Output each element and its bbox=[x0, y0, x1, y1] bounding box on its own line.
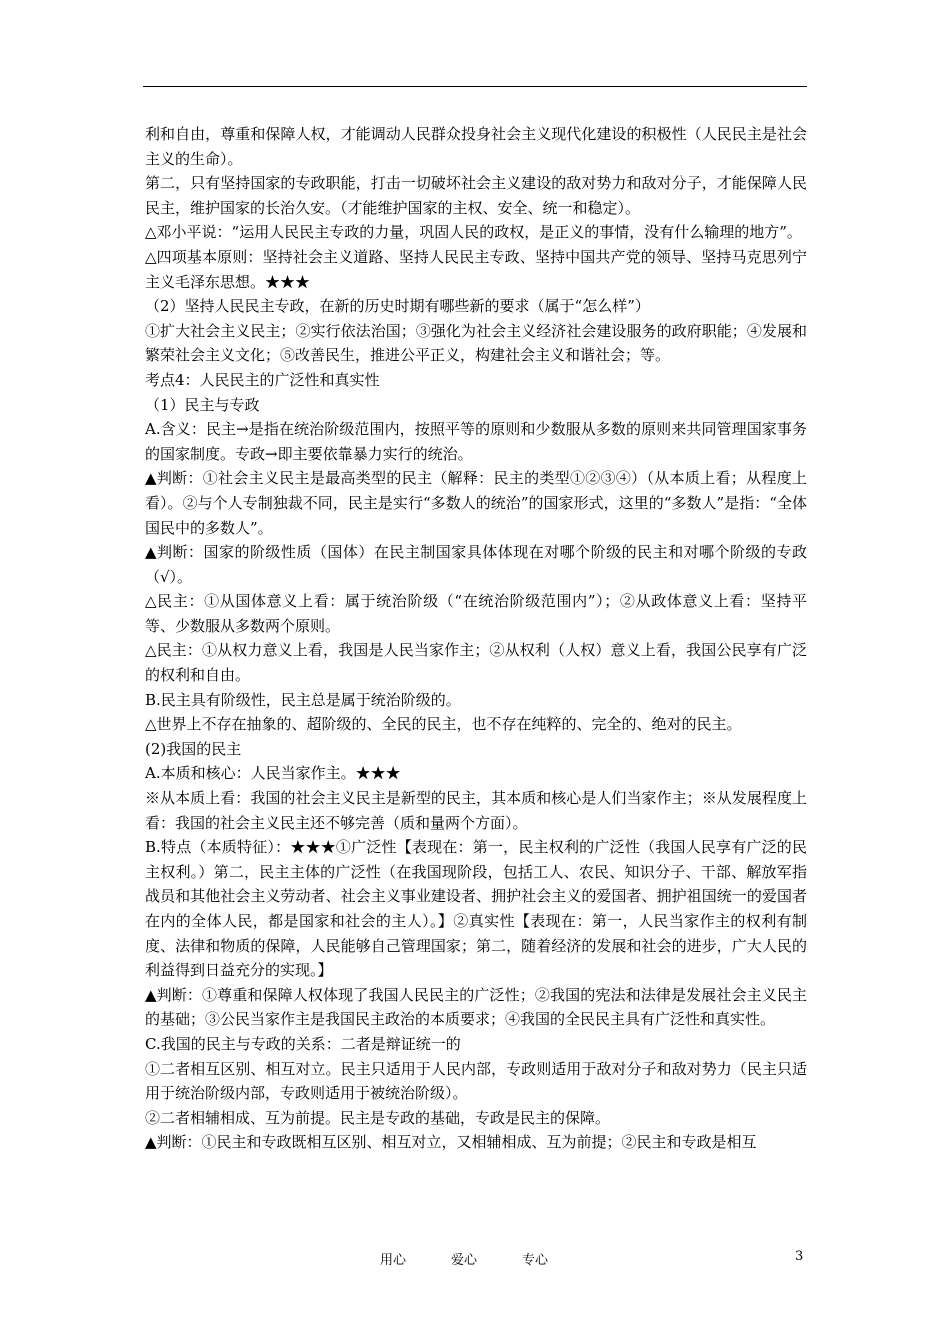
document-body bbox=[145, 122, 807, 1155]
paragraph: △四项基本原则：坚持社会主义道路、坚持人民民主专政、坚持中国共产党的领导、坚持马克思列宁主义毛泽东思想。★★★ bbox=[145, 247, 807, 291]
paragraph: （2）坚持人民民主专政，在新的历史时期有哪些新的要求（属于“怎么样”） bbox=[145, 297, 650, 316]
paragraph: B.特点（本质特征）：★★★①广泛性【表现在：第一，民主权利的广泛性（我国人民享有广泛的民主权利。）第二，民主主体的广泛性（在我国现阶段，包括工人、农民、知识分子、干部、解放军指战员和其他社会主义劳动者、社会主义事业建设者、拥护社会主义的爱国者、拥护祖国统一的爱国者在内的全体人民，都是国家和社会的主人）。】②真实性【表现在：第一，人民当家作主的权利有制度、法律和物质的保障，人民能够自己管理国家；第二，随着经济的发展和社会的进步，广大人民的利益得到日益充分的实现。】 bbox=[145, 838, 807, 980]
footer-motto bbox=[380, 1249, 580, 1268]
paragraph: 第二，只有坚持国家的专政职能，打击一切破坏社会主义建设的敌对势力和敌对分子，才能保障人民民主，维护国家的长治久安。（才能维护国家的主权、安全、统一和稳定）。 bbox=[145, 174, 807, 217]
paragraph: ▲判断：①民主和专政既相互区别、相互对立，又相辅相成、互为前提；②民主和专政是相互 bbox=[145, 1133, 757, 1152]
subsection-heading: （1）民主与专政 bbox=[145, 395, 260, 414]
paragraph: C.我国的民主与专政的关系：二者是辩证统一的 bbox=[145, 1034, 461, 1053]
paragraph: ※从本质上看：我国的社会主义民主是新型的民主，其本质和核心是人们当家作主；※从发展程度上看：我国的社会主义民主还不够完善（质和量两个方面）。 bbox=[145, 789, 807, 832]
paragraph: A.本质和核心：人民当家作主。★★★ bbox=[145, 764, 401, 783]
page-footer bbox=[0, 1249, 950, 1269]
paragraph: ▲判断：①尊重和保障人权体现了我国人民民主的广泛性；②我国的宪法和法律是发展社会主义民主的基础；③公民当家作主是我国民主政治的本质要求；④我国的全民民主具有广泛性和真实性。 bbox=[145, 985, 807, 1029]
paragraph: B.民主具有阶级性，民主总是属于统治阶级的。 bbox=[145, 690, 461, 709]
paragraph: ▲判断：①社会主义民主是最高类型的民主（解释：民主的类型①②③④）（从本质上看；从程度上看）。②与个人专制独裁不同，民主是实行“多数人的统治”的国家形式，这里的“多数人”是指：“全体国民中的多数人”。 bbox=[145, 469, 807, 537]
footer-motto-item: 用心 bbox=[380, 1253, 407, 1268]
paragraph: 利和自由，尊重和保障人权，才能调动人民群众投身社会主义现代化建设的积极性（人民民主是社会主义的生命）。 bbox=[145, 125, 807, 168]
paragraph: ▲判断：国家的阶级性质（国体）在民主制国家具体体现在对哪个阶级的民主和对哪个阶级的专政（√）。 bbox=[145, 543, 807, 586]
paragraph: ②二者相辅相成、互为前提。民主是专政的基础，专政是民主的保障。 bbox=[145, 1108, 611, 1127]
paragraph: △民主：①从国体意义上看：属于统治阶级（“在统治阶级范围内”）；②从政体意义上看：坚持平等、少数服从多数两个原则。 bbox=[145, 592, 807, 635]
paragraph: ①二者相互区别、相互对立。民主只适用于人民内部，专政则适用于敌对分子和敌对势力（民主只适用于统治阶级内部，专政则适用于被统治阶级）。 bbox=[145, 1059, 807, 1103]
paragraph: △邓小平说：“运用人民民主专政的力量，巩固人民的政权，是正义的事情，没有什么输理的地方”。 bbox=[145, 223, 802, 242]
footer-motto-item: 专心 bbox=[522, 1253, 549, 1268]
paragraph: △民主：①从权力意义上看，我国是人民当家作主；②从权利（人权）意义上看，我国公民享有广泛的权利和自由。 bbox=[145, 641, 807, 685]
footer-motto-item: 爱心 bbox=[451, 1253, 478, 1268]
page-number: 3 bbox=[795, 1249, 804, 1264]
subsection-heading: (2)我国的民主 bbox=[145, 739, 242, 758]
paragraph: A.含义：民主→是指在统治阶级范围内，按照平等的原则和少数服从多数的原则来共同管理国家事务的国家制度。专政→即主要依靠暴力实行的统治。 bbox=[145, 420, 807, 463]
paragraph: ①扩大社会主义民主；②实行依法治国；③强化为社会主义经济社会建设服务的政府职能；④发展和繁荣社会主义文化；⑤改善民生，推进公平正义，构建社会主义和谐社会；等。 bbox=[145, 321, 807, 365]
paragraph: △世界上不存在抽象的、超阶级的、全民的民主，也不存在纯粹的、完全的、绝对的民主。 bbox=[145, 715, 742, 734]
section-heading: 考点4：人民民主的广泛性和真实性 bbox=[145, 370, 380, 389]
header-rule bbox=[143, 86, 807, 87]
